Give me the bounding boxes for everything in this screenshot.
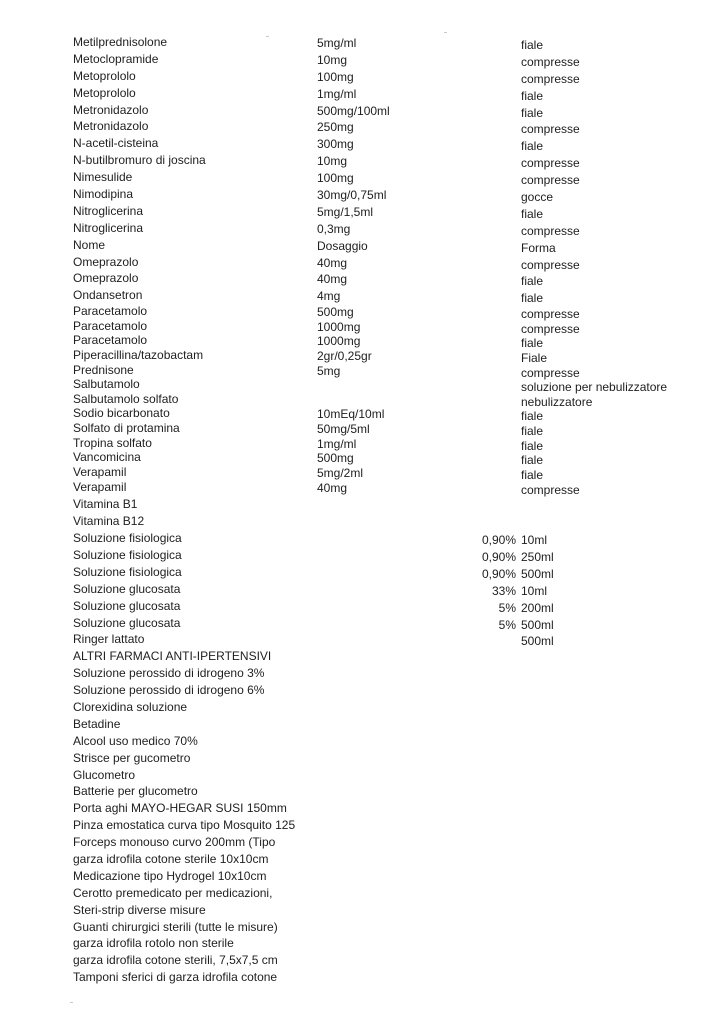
drug-name: Verapamil — [73, 480, 127, 495]
drug-dose: 40mg — [317, 255, 348, 270]
drug-form: compresse — [521, 365, 580, 380]
drug-dose: 1000mg — [317, 319, 361, 334]
solution-name: Soluzione fisiologica — [73, 547, 182, 562]
solution-row — [0, 598, 703, 615]
supply-item: Forceps monouso curvo 200mm (Tipo — [73, 835, 276, 850]
supply-item: Cerotto premedicato per medicazioni, — [73, 885, 273, 900]
drug-form: Fiale — [521, 351, 548, 366]
drug-name: Paracetamolo — [73, 304, 148, 319]
drug-row — [0, 203, 703, 220]
drug-row — [0, 102, 703, 119]
drug-form: fiale — [521, 105, 544, 120]
drug-form: compresse — [521, 71, 580, 86]
drug-row — [0, 34, 703, 51]
supply-item: Guanti chirurgici sterili (tutte le misure) — [73, 919, 278, 934]
drug-form: gocce — [521, 190, 554, 205]
drug-row — [0, 304, 703, 322]
scan-speck — [70, 1002, 73, 1003]
drug-name: Nimodipina — [73, 187, 134, 202]
supply-item: Betadine — [73, 716, 121, 731]
drug-row — [0, 465, 703, 480]
solution-row — [0, 547, 703, 564]
drug-name: Paracetamolo — [73, 318, 148, 333]
drug-dose: 10mEq/10ml — [317, 407, 385, 422]
solution-volume: 500ml — [521, 634, 554, 649]
drug-name: Salbutamolo solfato — [73, 391, 179, 406]
solution-volume: 10ml — [521, 533, 548, 548]
solution-volume: 500ml — [521, 617, 554, 632]
drug-form: nebulizzatore — [521, 394, 593, 409]
supply-item: Soluzione perossido di idrogeno 6% — [73, 683, 265, 698]
solution-volume: 500ml — [521, 566, 554, 581]
supply-row — [0, 969, 703, 986]
drug-row — [0, 450, 703, 468]
solution-concentration: 0,90% — [481, 566, 516, 581]
drug-row — [0, 496, 703, 513]
solution-name: Soluzione glucosata — [73, 581, 181, 596]
supply-item: garza idrofila cotone sterile 10x10cm — [73, 851, 269, 866]
drug-form: fiale — [521, 424, 544, 438]
supply-item: Soluzione perossido di idrogeno 3% — [73, 666, 265, 681]
supply-row — [0, 851, 703, 868]
drug-form: compresse — [521, 223, 580, 238]
supply-item: Pinza emostatica curva tipo Mosquito 125 — [73, 818, 296, 833]
drug-dose: 100mg — [317, 69, 354, 84]
drug-row — [0, 479, 703, 496]
solution-row — [0, 530, 703, 547]
drug-name: Solfato di protamina — [73, 421, 180, 435]
supply-item: Porta aghi MAYO-HEGAR SUSI 150mm — [73, 801, 287, 816]
drug-name: Sodio bicarbonato — [73, 406, 170, 421]
drug-form: fiale — [521, 274, 544, 289]
supply-item: Tamponi sferici di garza idrofila cotone — [73, 970, 278, 985]
drug-dose: 1mg/ml — [317, 436, 357, 451]
solution-name: Ringer lattato — [73, 632, 145, 647]
drug-dose: 0,3mg — [317, 221, 351, 236]
drug-name: Metoprololo — [73, 85, 136, 100]
drug-name: Metronidazolo — [73, 119, 149, 134]
solution-concentration: 5% — [498, 600, 516, 615]
drug-row — [0, 421, 703, 436]
drug-row — [0, 135, 703, 152]
drug-dose: 5mg — [317, 363, 341, 378]
drug-form: fiale — [521, 291, 544, 306]
supply-row — [0, 783, 703, 800]
drug-row — [0, 118, 703, 135]
drug-dose: 500mg/100ml — [317, 103, 390, 118]
supply-row — [0, 885, 703, 902]
drug-form: fiale — [521, 438, 544, 453]
supply-item: Strisce per gucometro — [73, 750, 191, 765]
drug-form: fiale — [521, 409, 544, 424]
drug-name: Omeprazolo — [73, 254, 139, 269]
drug-dose: 250mg — [317, 120, 354, 135]
drug-dose: 2gr/0,25gr — [317, 349, 372, 364]
supply-row — [0, 834, 703, 851]
drug-name: Vitamina B1 — [73, 497, 138, 512]
supply-item: Batterie per glucometro — [73, 784, 198, 799]
drug-name: Nitroglicerina — [73, 203, 144, 218]
drug-form: compresse — [521, 321, 580, 336]
drug-form: compresse — [521, 173, 580, 188]
drug-name: Nimesulide — [73, 170, 133, 185]
supply-row — [0, 767, 703, 784]
supply-row — [0, 716, 703, 733]
solution-row — [0, 581, 703, 598]
drug-row — [0, 348, 703, 366]
drug-name: N-butilbromuro di joscina — [73, 153, 206, 168]
supply-item: Alcool uso medico 70% — [73, 733, 198, 748]
supply-item: ALTRI FARMACI ANTI-IPERTENSIVI — [73, 649, 272, 664]
drug-form: compresse — [521, 257, 580, 272]
supply-item: Glucometro — [73, 767, 136, 782]
solution-volume: 200ml — [521, 600, 554, 615]
drug-form: fiale — [521, 453, 544, 468]
drug-dose: 50mg/5ml — [317, 422, 370, 436]
drug-form: compresse — [521, 483, 580, 498]
drug-dose: 5mg/ml — [317, 36, 357, 50]
drug-row — [0, 51, 703, 68]
supply-row — [0, 682, 703, 699]
drug-dose: 10mg — [317, 52, 348, 67]
drug-row — [0, 319, 703, 334]
drug-dose: 4mg — [317, 289, 341, 304]
supply-item: garza idrofila cotone sterili, 7,5x7,5 cm — [73, 953, 278, 968]
drug-row — [0, 392, 703, 407]
drug-row — [0, 68, 703, 85]
drug-row — [0, 186, 703, 203]
solution-concentration: 5% — [498, 617, 516, 632]
column-header-form: Forma — [521, 240, 556, 255]
solution-name: Soluzione fisiologica — [73, 531, 182, 546]
solution-volume: 10ml — [521, 583, 548, 598]
drug-row — [0, 254, 703, 271]
drug-form: compresse — [521, 307, 580, 322]
drug-form: compresse — [521, 156, 580, 171]
drug-name: Verapamil — [73, 464, 127, 479]
solution-row — [0, 615, 703, 632]
drug-form: soluzione per nebulizzatore — [521, 380, 668, 395]
drug-form: fiale — [521, 38, 544, 52]
drug-row — [0, 333, 703, 351]
drug-row — [0, 406, 703, 424]
supply-row — [0, 935, 703, 952]
supply-item: garza idrofila rotolo non sterile — [73, 936, 234, 951]
solution-name: Soluzione fisiologica — [73, 564, 182, 579]
drug-name: Metilprednisolone — [73, 35, 168, 49]
drug-name: Metoprololo — [73, 68, 136, 83]
supply-row — [0, 919, 703, 936]
drug-form: fiale — [521, 88, 544, 103]
drug-name: Nitroglicerina — [73, 220, 144, 235]
solution-name: Soluzione glucosata — [73, 615, 181, 630]
supply-row — [0, 733, 703, 750]
drug-name: Metoclopramide — [73, 51, 159, 66]
drug-row — [0, 152, 703, 169]
drug-name: Vitamina B12 — [73, 514, 145, 529]
drug-form: compresse — [521, 122, 580, 137]
drug-dose: 30mg/0,75ml — [317, 188, 387, 203]
solution-row — [0, 564, 703, 581]
solution-volume: 250ml — [521, 549, 554, 564]
drug-form: fiale — [521, 139, 544, 154]
solution-concentration: 0,90% — [481, 549, 516, 564]
drug-name: Paracetamolo — [73, 333, 148, 348]
drug-name: Omeprazolo — [73, 271, 139, 286]
drug-name: Tropina solfato — [73, 435, 152, 450]
supply-row — [0, 800, 703, 817]
drug-name: Salbutamolo — [73, 377, 140, 392]
drug-row — [0, 85, 703, 102]
drug-row — [0, 377, 703, 395]
drug-dose: 500mg — [317, 451, 354, 466]
drug-dose: 1000mg — [317, 334, 361, 349]
supply-item: Steri-strip diverse misure — [73, 902, 206, 917]
drug-name: Ondansetron — [73, 288, 143, 303]
drug-dose: 100mg — [317, 171, 354, 186]
supply-row — [0, 902, 703, 919]
drug-name: N-acetil-cisteina — [73, 136, 159, 151]
solution-name: Soluzione glucosata — [73, 598, 181, 613]
drug-form: fiale — [521, 336, 544, 351]
supply-row — [0, 699, 703, 716]
drug-form: fiale — [521, 206, 544, 221]
drug-dose: 40mg — [317, 481, 348, 496]
supply-row — [0, 750, 703, 767]
column-header-dose: Dosaggio — [317, 238, 368, 253]
drug-row — [0, 169, 703, 186]
section-heading — [0, 648, 703, 665]
drug-dose: 10mg — [317, 154, 348, 169]
supply-row — [0, 817, 703, 834]
drug-row — [0, 287, 703, 304]
drug-row — [0, 220, 703, 237]
scan-speck — [444, 32, 447, 33]
header-row — [0, 237, 703, 254]
solution-concentration: 33% — [491, 583, 516, 598]
drug-row — [0, 270, 703, 287]
drug-dose: 5mg/1,5ml — [317, 204, 374, 219]
supply-item: Medicazione tipo Hydrogel 10x10cm — [73, 868, 267, 883]
drug-row — [0, 436, 703, 451]
supply-row — [0, 952, 703, 969]
drug-name: Vancomicina — [73, 450, 141, 465]
drug-dose: 40mg — [317, 272, 348, 287]
drug-form: fiale — [521, 467, 544, 482]
solution-concentration: 0,90% — [481, 533, 516, 548]
column-header-name: Nome — [73, 237, 106, 252]
drug-dose: 5mg/2ml — [317, 465, 364, 480]
drug-row — [0, 513, 703, 530]
solution-row — [0, 631, 703, 648]
inventory-list — [0, 34, 703, 986]
drug-name: Piperacillina/tazobactam — [73, 348, 204, 363]
drug-dose: 500mg — [317, 305, 354, 320]
supply-item: Clorexidina soluzione — [73, 699, 188, 714]
drug-row — [0, 363, 703, 378]
drug-name: Prednisone — [73, 362, 134, 377]
drug-form: compresse — [521, 54, 580, 69]
supply-row — [0, 868, 703, 885]
supply-row — [0, 665, 703, 682]
drug-dose: 300mg — [317, 137, 354, 152]
drug-name: Metronidazolo — [73, 102, 149, 117]
drug-dose: 1mg/ml — [317, 86, 357, 101]
